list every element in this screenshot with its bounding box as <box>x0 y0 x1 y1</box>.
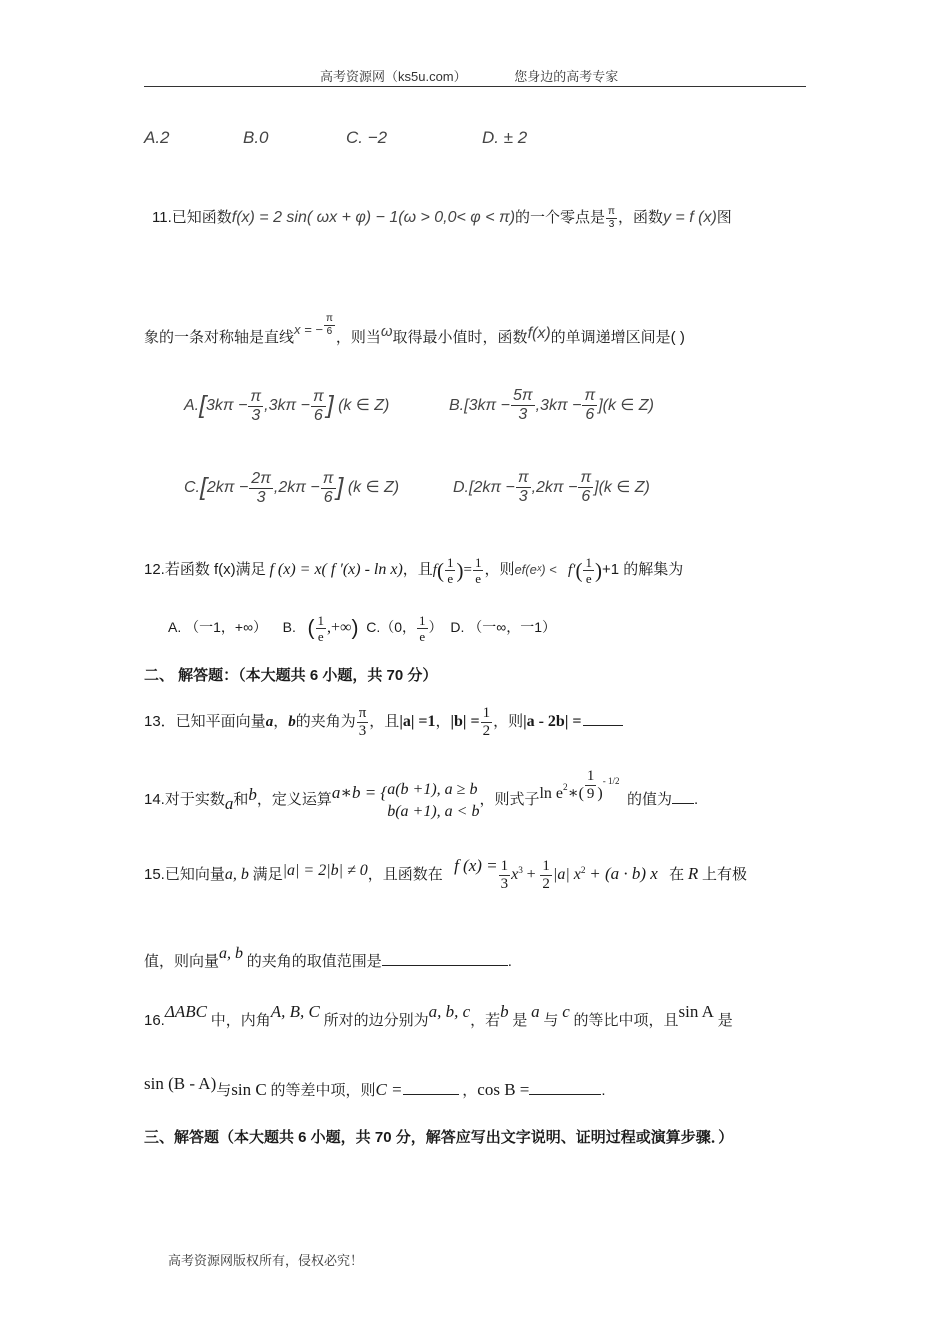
q12-opt-c-frac <box>417 614 428 643</box>
q13-vec-b: b <box>288 714 296 730</box>
q15-dot: . <box>507 953 512 970</box>
q15-plus: + <box>526 866 536 883</box>
q11-opt-a-label: A. <box>184 397 200 415</box>
q12-then: ，则 <box>484 561 515 578</box>
q11-zero-den: 3 <box>608 219 615 231</box>
q14-dot: . <box>693 791 699 808</box>
q11-opt-c-right-bracket: ] <box>336 474 344 501</box>
q16-C-blank[interactable] <box>403 1080 459 1095</box>
q15-t1-frac <box>499 859 511 892</box>
q12-rparen-1: ) <box>456 558 464 583</box>
q14-expr-b: ∗( <box>567 785 584 802</box>
q16-t5: 与 <box>543 1012 559 1029</box>
q15-cond: |a| = 2|b| ≠ 0 <box>282 862 368 879</box>
q12-ineq-lhs: ef(eˣ) < <box>514 562 557 577</box>
q15-on: 在 <box>669 866 685 883</box>
q16-cosB: cos B = <box>477 1080 530 1099</box>
q10-option-b: B.0 <box>243 128 269 147</box>
q16-line2 <box>144 1064 606 1111</box>
q12-opt-d: D. （一∞，一1） <box>450 619 556 635</box>
q12-frac3-num: 1 <box>585 555 592 571</box>
q13-angle-frac <box>357 706 369 739</box>
q12-opt-c-num: 1 <box>419 612 426 628</box>
page-footer: 高考资源网版权所有，侵权必究！ <box>168 1253 364 1268</box>
q13-half-den: 2 <box>482 723 491 740</box>
q11-opt-c-label: C. <box>184 479 200 497</box>
q15-fx: f (x) = <box>454 856 498 875</box>
q11-line1: 11.已知函数f(x) = 2 sin( ωx + φ) − 1(ω > 0,0< φ < π)的一个零点是 $\frac{\pi}{3}$ ，函数y = f (x)图 <box>152 206 732 231</box>
q11-line2-a: 象的一条对称轴是直线 <box>144 329 295 346</box>
page-header <box>320 66 618 85</box>
q11-opt-b-f1-den: 3 <box>518 406 528 424</box>
q11-opt-a-left-bracket: [ <box>199 392 207 419</box>
q14-expr-exp: 2 <box>563 783 568 793</box>
q11-zero-fraction <box>606 207 617 230</box>
q16-a: a <box>531 1002 540 1021</box>
q12-f-pre: f <box>432 562 437 578</box>
q12-frac1-num: 1 <box>446 555 454 571</box>
q11-fx: f(x) <box>527 325 551 342</box>
q16-lead: 16. <box>144 1012 165 1029</box>
q16-angles: A, B, C <box>270 1002 320 1021</box>
q12-opt-b-inf: ,+∞ <box>327 619 352 636</box>
q13-mod-b: |b| = <box>450 713 480 730</box>
q15-line1 <box>144 836 747 905</box>
q12-eq: = <box>463 562 472 578</box>
q11-opt-c-2: ,2kπ − <box>273 479 320 497</box>
section-3-title: 三、解答题（本大题共 6 小题，共 70 分，解答应写出文字说明、证明过程或演算步骤．） <box>144 1129 734 1146</box>
q11-opt-d-2: ,2kπ − <box>531 479 578 496</box>
q14-frac-den: 9 <box>586 786 595 802</box>
q13-ang-num: π <box>358 705 367 722</box>
q11-opt-d-3: ](k ∈ Z) <box>594 479 650 496</box>
q10-option-a: A.2 <box>144 128 170 147</box>
q11-opt-d-f1-num: π <box>517 469 529 487</box>
q11-axis-den: 6 <box>326 326 333 337</box>
section-2-title: 二、 解答题：（本大题共 6 小题，共 70 分） <box>144 667 438 684</box>
q11-opt-d-f2-den: 6 <box>581 488 591 506</box>
q11-line2-b: ，则当 <box>335 329 381 346</box>
q11-func2-pre: 函数 <box>632 209 663 226</box>
q13-sep: ， <box>273 714 289 730</box>
q12-opt-c-close: ） <box>428 619 443 635</box>
q11-opt-d-frac2 <box>578 470 593 505</box>
q11-opt-b-f1-num: 5π <box>512 387 533 405</box>
q16-tri: ΔABC <box>164 1002 207 1021</box>
q15-t3: + (a · b) x <box>589 864 658 883</box>
q13 <box>144 700 623 744</box>
q11-omega: ω <box>380 323 393 340</box>
q16-t2: 所对的边分别为 <box>323 1012 429 1029</box>
header-site: 高考资源网（ks5u.com） <box>320 69 467 84</box>
q15-answer-blank[interactable] <box>382 951 508 966</box>
q16-t1: 中，内角 <box>210 1012 271 1029</box>
q11-end: 图 <box>716 209 732 226</box>
q16-line2-b: 与 <box>216 1082 232 1099</box>
q16-t4: 是 <box>512 1012 528 1029</box>
q11-func2: y = f (x) <box>662 209 717 226</box>
q11-opt-d-f1-den: 3 <box>518 488 528 506</box>
q14-answer-blank[interactable] <box>672 793 694 804</box>
q11-line2-d: 的单调递增区间是( ) <box>550 329 685 346</box>
q16-sinC: sin C <box>231 1080 267 1099</box>
q14 <box>144 748 698 837</box>
q16-line2-c: 的等差中项，则 <box>270 1082 376 1099</box>
header-slogan: 您身边的高考专家 <box>514 69 619 84</box>
q11-opt-b-2: ,3kπ − <box>535 397 582 414</box>
q15-t1-den: 3 <box>500 876 509 893</box>
q16-sides: a, b, c <box>428 1002 471 1021</box>
q12-frac2-num: 1 <box>474 555 482 571</box>
q13-expr: |a - 2b| = <box>523 713 582 730</box>
q14-and: 和 <box>233 791 249 808</box>
q11-opt-a-f1-num: π <box>250 387 262 405</box>
q12-lparen-2: ( <box>575 558 583 583</box>
q11-opt-b-frac1 <box>511 388 535 423</box>
q11-opt-a-f1-den: 3 <box>251 406 261 424</box>
q15-t1-exp: 3 <box>518 866 523 876</box>
q16-dot: . <box>601 1082 606 1099</box>
q12-opt-c-den: e <box>419 628 426 644</box>
q15-t1-num: 1 <box>500 858 509 875</box>
q14-frac <box>585 769 597 802</box>
q12-opt-a: A. （一1，+∞） <box>168 619 268 635</box>
q13-answer-blank[interactable] <box>583 711 623 726</box>
q12-mid: ，且 <box>402 561 433 578</box>
header-rule <box>144 86 806 87</box>
q11-opt-a-3: (k ∈ Z) <box>338 397 390 415</box>
q14-end: 的值为 <box>626 791 672 808</box>
q11-opt-c-1: 2kπ − <box>206 479 249 497</box>
q16-t7: 是 <box>717 1012 733 1029</box>
q15-cond-pre: 满足 <box>252 866 283 883</box>
q16-t3: ，若 <box>470 1012 501 1029</box>
q14-expr-c: ) <box>597 785 603 802</box>
q13-vec-a: a <box>265 714 274 730</box>
q12-opt-c-label: C.（0， <box>366 619 417 635</box>
q11-opt-b-3: ](k ∈ Z) <box>598 397 654 414</box>
q13-half-frac <box>481 706 493 739</box>
q13-half-num: 1 <box>482 705 491 722</box>
q11-line2-c: 取得最小值时，函数 <box>392 329 528 346</box>
q15-t2-num: 1 <box>542 858 550 875</box>
q12-lead: 12.若函数 f(x)满足 <box>144 561 266 578</box>
q11-opt-d-1: [2kπ − <box>469 479 515 496</box>
q11-opt-b-f2-num: π <box>584 387 596 405</box>
q15-tail: 上有极 <box>701 866 747 883</box>
q11-opt-a-f2-den: 6 <box>313 406 323 424</box>
q11-opt-c-f1-den: 3 <box>256 488 266 506</box>
q11-opt-a-frac2 <box>311 389 326 424</box>
q12-opt-b-rparen: ) <box>351 616 359 640</box>
q12-tail: +1 的解集为 <box>601 561 684 578</box>
q15-t2: |a| x <box>552 866 581 883</box>
q16-c: c <box>562 1002 570 1021</box>
q15-line2 <box>144 934 512 982</box>
q13-cond1: ，且 <box>369 713 400 730</box>
q16-b: b <box>500 1002 509 1021</box>
q11-opt-d-label: D. <box>453 479 469 496</box>
q12-opt-b-num: 1 <box>317 612 325 628</box>
q16-C-eq: C = <box>375 1080 403 1099</box>
q12-lparen-1: ( <box>436 558 444 583</box>
q16-sinA: sin A <box>678 1002 714 1021</box>
q13-ask: ，则 <box>493 713 524 730</box>
q12-frac-3 <box>583 556 594 585</box>
q15-t2-den: 2 <box>542 876 550 893</box>
q11-opt-b-frac2 <box>582 388 597 423</box>
q11-opt-a-1: 3kπ − <box>206 397 248 415</box>
q12-opt-b-frac <box>316 614 327 643</box>
q11-opt-c-f1-num: 2π <box>251 469 271 487</box>
q14-expr-a: ln e <box>539 785 564 802</box>
q14-b: b <box>248 785 257 804</box>
q13-lead: 13．已知平面向量 <box>144 713 266 730</box>
q14-pow: - 1/2 <box>602 776 620 786</box>
q12-opt-b-lparen: ( <box>307 616 315 640</box>
q11-opt-a-frac1 <box>248 389 263 424</box>
q16-line1 <box>144 990 733 1043</box>
q11-opt-c-3: (k ∈ Z) <box>347 479 400 497</box>
q11-option-a <box>184 382 389 430</box>
q11-opt-d-frac1 <box>516 470 531 505</box>
q15-ab: a, b <box>224 866 249 883</box>
q14-frac-num: 1 <box>586 768 595 784</box>
q15-line2-a: 值，则向量 <box>144 953 220 970</box>
q12-frac1-den: e <box>447 571 454 587</box>
q11-option-c <box>184 464 399 512</box>
q16-sin-b-minus-a: sin (B - A) <box>144 1074 217 1093</box>
q11-opt-c-f2-den: 6 <box>323 488 333 506</box>
q11-axis-num: π <box>325 313 333 324</box>
q11-opt-a-right-bracket: ] <box>326 392 334 419</box>
q11-opt-c-left-bracket: [ <box>200 474 207 501</box>
q12-line1 <box>144 550 683 591</box>
q12-frac-rhs <box>473 556 484 585</box>
q16-sep: ， <box>462 1083 478 1099</box>
q15-R: R <box>687 864 699 883</box>
q11-lead: 11.已知函数 <box>152 209 232 226</box>
q16-t6: 的等比中项，且 <box>573 1012 679 1029</box>
q11-zero-num: π <box>608 206 615 218</box>
q11-opt-a-2: ,3kπ − <box>264 397 310 415</box>
q16-cosB-blank[interactable] <box>529 1080 601 1095</box>
q11-function: f(x) = 2 sin( ωx + φ) − 1(ω > 0,0< φ < π) <box>231 209 516 226</box>
q13-ang-den: 3 <box>358 723 367 740</box>
q14-lead: 14.对于实数 <box>144 791 225 808</box>
q12-frac-1-over-e <box>445 556 456 585</box>
q12-opt-b-den: e <box>317 628 324 644</box>
q12-frac2-den: e <box>475 571 482 587</box>
q11-option-b <box>449 382 654 430</box>
q11-opt-b-f2-den: 6 <box>585 406 595 424</box>
q14-case2: b(a +1), a < b <box>387 802 480 820</box>
q12-opt-b-label: B. <box>282 619 296 635</box>
q11-axis-fraction <box>324 314 335 337</box>
q11-opt-b-label: B. <box>449 397 465 414</box>
q14-case1: a(b +1), a ≥ b <box>387 780 478 798</box>
q15-t2-exp: 2 <box>580 866 586 876</box>
q12-rparen-2: ) <box>594 558 602 583</box>
q10-option-d: D. ± 2 <box>482 128 528 147</box>
q14-def: ，定义运算 <box>256 791 332 808</box>
q11-opt-c-frac1 <box>249 471 273 506</box>
q11-opt-b-1: [3kπ − <box>464 397 510 414</box>
q11-mid: 的一个零点是 <box>515 209 606 226</box>
q15-ab-2: a, b <box>219 945 244 962</box>
q13-comma: ， <box>435 714 451 730</box>
q13-mid: 的夹角为 <box>295 713 356 730</box>
q15-lead: 15.已知向量 <box>144 866 225 883</box>
q15-t2-frac <box>540 859 552 892</box>
q14-cases <box>387 779 479 823</box>
q14-a: a <box>224 794 234 813</box>
q12-fprime: f′ <box>568 562 576 578</box>
q11-opt-c-frac2 <box>321 471 336 506</box>
q14-ask: ，则式子 <box>479 791 540 808</box>
q12-frac3-den: e <box>585 571 592 587</box>
q11-axis-lhs: x = − <box>294 322 323 337</box>
q11-line2 <box>144 310 685 358</box>
q12-condition: f (x) = x( f ′(x) - ln x) <box>269 561 403 578</box>
q12-options <box>168 607 556 648</box>
q10-option-c: C. −2 <box>346 128 388 147</box>
q15-t1: x <box>511 866 519 883</box>
q13-mod-a: |a| =1 <box>399 713 436 730</box>
q11-opt-c-f2-num: π <box>322 469 334 487</box>
q14-op: a∗b = { <box>331 783 388 802</box>
q11-option-d <box>453 464 650 512</box>
q11-opt-a-f2-num: π <box>313 387 324 405</box>
q11-opt-d-f2-num: π <box>580 469 592 487</box>
q15-mid: ，且函数在 <box>367 866 443 883</box>
q15-line2-b: 的夹角的取值范围是 <box>246 953 382 970</box>
